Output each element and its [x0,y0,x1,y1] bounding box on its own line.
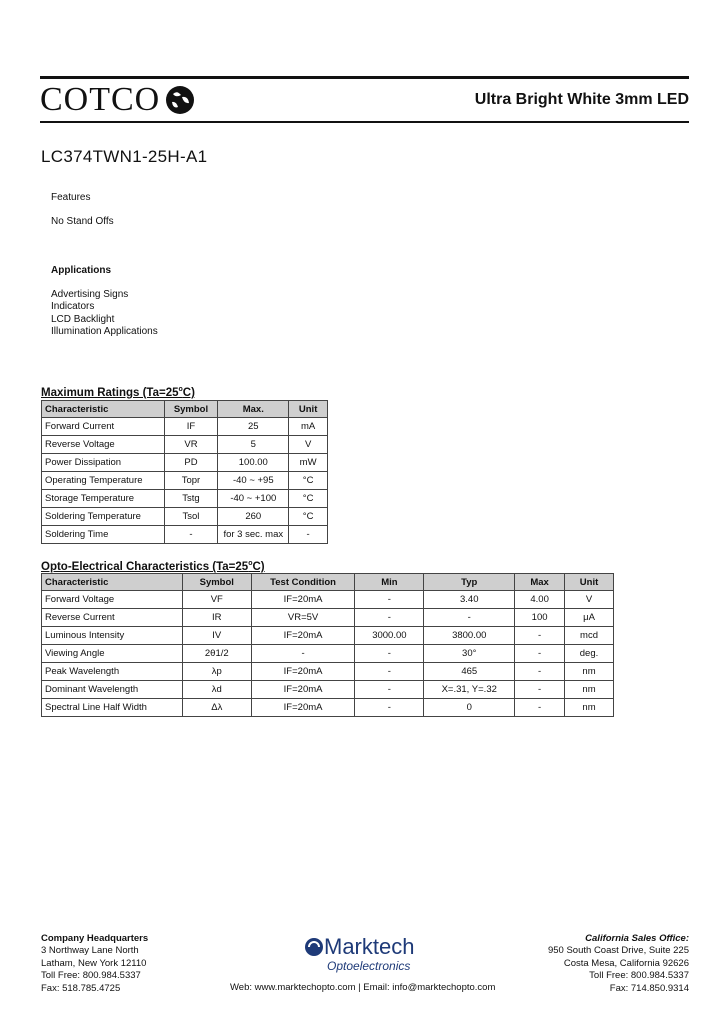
cotco-logo-text: COTCO [40,81,161,118]
top-rule [40,76,689,79]
table-cell: Operating Temperature [42,472,165,490]
table-cell: - [515,645,565,663]
table-cell: Reverse Voltage [42,436,165,454]
table-cell: 3.40 [424,591,515,609]
table-cell: IR [182,609,251,627]
table-cell: 3000.00 [355,627,424,645]
table-cell: - [251,645,355,663]
table-cell: 100 [515,609,565,627]
table-cell: 465 [424,663,515,681]
table-cell: - [515,681,565,699]
opto-table [41,573,614,717]
table-cell: VF [182,591,251,609]
table-row [42,472,328,490]
hq-line: 3 Northway Lane North [41,945,139,957]
table-cell: - [355,609,424,627]
max-ratings-title: Maximum Ratings $(Ta=25^oC)$ [41,386,195,399]
table-cell: IF=20mA [251,699,355,717]
max-ratings-table [41,400,328,544]
header-bottom-rule [40,121,689,123]
hq-heading: Company Headquarters [41,933,149,944]
table-cell: 100.00 [218,454,289,472]
table-cell: - [355,681,424,699]
table-cell: Δλ [182,699,251,717]
column-header: Unit [289,401,328,418]
table-cell: -40 ~ +95 [218,472,289,490]
features-list [51,216,114,228]
marktech-logo-icon [304,937,324,957]
table-cell: μA [565,609,614,627]
table-cell: nm [565,663,614,681]
features-heading: Features [51,192,91,203]
table-cell: nm [565,699,614,717]
table-cell: 4.00 [515,591,565,609]
table-cell: Tsol [164,508,218,526]
table-cell: PD [164,454,218,472]
table-cell: - [355,591,424,609]
table-cell: Power Dissipation [42,454,165,472]
table-cell: Tstg [164,490,218,508]
table-cell: X=.31, Y=.32 [424,681,515,699]
cotco-logo-icon [163,84,197,116]
ca-heading: California Sales Office: [585,933,689,944]
table-row [42,699,614,717]
table-cell: - [355,663,424,681]
column-header: Max [515,574,565,591]
table-cell: λp [182,663,251,681]
table-row [42,591,614,609]
table-cell: IF=20mA [251,663,355,681]
table-cell: Forward Voltage [42,591,183,609]
table-cell: °C [289,490,328,508]
table-cell: 3800.00 [424,627,515,645]
table-cell: mcd [565,627,614,645]
ca-line: 950 South Coast Drive, Suite 225 [547,945,689,957]
table-cell: Topr [164,472,218,490]
table-cell: Storage Temperature [42,490,165,508]
table-cell: 260 [218,508,289,526]
table-row [42,645,614,663]
hq-address [41,933,148,995]
table-cell: °C [289,472,328,490]
applications-item: Indicators [51,301,95,313]
marktech-brand-name: Marktech [324,934,415,959]
table-row [42,627,614,645]
marktech-brand-sub: Optoelectronics [327,959,411,973]
table-cell: - [515,663,565,681]
table-row [42,681,614,699]
column-header: Symbol [164,401,218,418]
ca-line: Toll Free: 800.984.5337 [589,970,689,982]
table-row [42,508,328,526]
contact-web-email: Web: www.marktechopto.com | Email: info@marktechopto.com [230,982,496,993]
applications-heading: Applications [51,265,112,276]
ca-line: Costa Mesa, California 92626 [563,957,689,969]
applications-list [51,289,158,338]
column-header: Test Condition [251,574,355,591]
features-item: No Stand Offs [51,216,114,227]
applications-item: Advertising Signs [51,289,129,300]
table-row [42,418,328,436]
table-cell: - [289,526,328,544]
table-cell: nm [565,681,614,699]
column-header: Max. [218,401,289,418]
table-cell: Viewing Angle [42,645,183,663]
table-cell: Forward Current [42,418,165,436]
table-cell: °C [289,508,328,526]
hq-line: Toll Free: 800.984.5337 [41,970,141,982]
table-cell: - [164,526,218,544]
table-row [42,609,614,627]
table-cell: Dominant Wavelength [42,681,183,699]
part-number: LC374TWN1-25H-A1 [41,147,208,166]
table-cell: IF=20mA [251,681,355,699]
table-cell: - [515,699,565,717]
column-header: Min [355,574,424,591]
table-cell: mW [289,454,328,472]
column-header: Characteristic [42,401,165,418]
table-cell: VR [164,436,218,454]
table-cell: 0 [424,699,515,717]
table-cell: deg. [565,645,614,663]
table-cell: Reverse Current [42,609,183,627]
ca-sales-address [548,933,689,995]
table-cell: for 3 sec. max [218,526,289,544]
table-cell: - [424,609,515,627]
table-row [42,490,328,508]
table-cell: 30° [424,645,515,663]
table-cell: 25 [218,418,289,436]
column-header: Unit [565,574,614,591]
table-header-row [42,401,328,418]
table-row [42,454,328,472]
table-cell: mA [289,418,328,436]
table-row [42,663,614,681]
table-cell: Soldering Time [42,526,165,544]
table-row [42,436,328,454]
table-cell: V [565,591,614,609]
table-cell: IF=20mA [251,591,355,609]
column-header: Characteristic [42,574,183,591]
table-cell: 2θ1/2 [182,645,251,663]
table-cell: Spectral Line Half Width [42,699,183,717]
hq-line: Fax: 518.785.4725 [41,982,121,994]
ca-line: Fax: 714.850.9314 [609,982,689,994]
document-title: Ultra Bright White 3mm LED [474,91,689,108]
applications-item: Illumination Applications [51,325,158,337]
hq-line: Latham, New York 12110 [41,957,147,969]
applications-item: LCD Backlight [51,313,115,325]
table-cell: IF=20mA [251,627,355,645]
opto-title: Opto-Electrical Characteristics $(Ta=25^oC)$ [41,560,265,573]
table-cell: λd [182,681,251,699]
table-cell: 5 [218,436,289,454]
table-cell: Luminous Intensity [42,627,183,645]
table-cell: Soldering Temperature [42,508,165,526]
table-cell: - [515,627,565,645]
column-header: Typ [424,574,515,591]
table-cell: Peak Wavelength [42,663,183,681]
table-cell: VR=5V [251,609,355,627]
table-cell: IV [182,627,251,645]
table-header-row [42,574,614,591]
table-cell: -40 ~ +100 [218,490,289,508]
table-cell: - [355,699,424,717]
table-cell: - [355,645,424,663]
table-row [42,526,328,544]
column-header: Symbol [182,574,251,591]
table-cell: IF [164,418,218,436]
table-cell: V [289,436,328,454]
